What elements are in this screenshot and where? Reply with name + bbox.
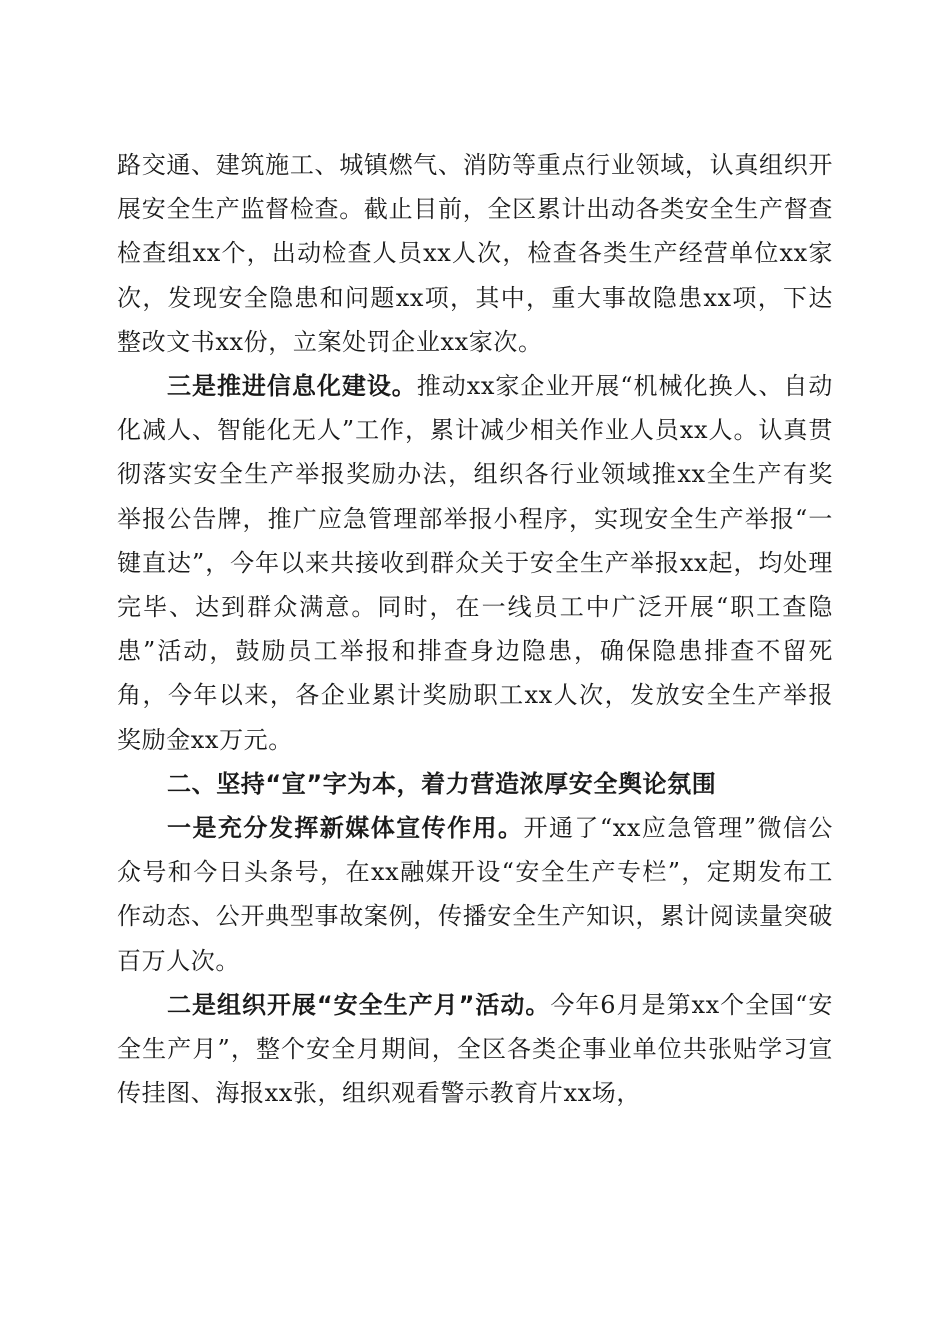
continued-paragraph: [117, 143, 833, 364]
continued-paragraph-text: 路交通、建筑施工、城镇燃气、消防等重点行业领域，认真组织开展安全生产监督检查。截止目前，全区累计出动各类安全生产督查检查组xx个，出动检查人员xx人次，检查各类生产经营单位xx家次，发现安全隐患和问题xx项，其中，重大事故隐患xx项，下达整改文书xx份，立案处罚企业xx家次。: [117, 151, 833, 356]
paragraph-body: 开通了“xx应急管理”微信公众号和今日头条号，在xx融媒开设“安全生产专栏”，定期发布工作动态、公开典型事故案例，传播安全生产知识，累计阅读量突破百万人次。: [117, 814, 833, 975]
document-body: [117, 143, 833, 1115]
paragraph-safety-month: [117, 983, 833, 1116]
paragraph-new-media: [117, 806, 833, 983]
paragraph-body: 今年6月是第xx个全国“安全生产月”，整个安全月期间，全区各类企事业单位共张贴学习宣传挂图、海报xx张，组织观看警示教育片xx场，: [117, 990, 833, 1108]
paragraph-lead: 一是充分发挥新媒体宣传作用。: [167, 814, 524, 843]
paragraph-lead: 二是组织开展“安全生产月”活动。: [167, 990, 551, 1019]
section-heading: 二、坚持“宣”字为本，着力营造浓厚安全舆论氛围: [167, 769, 717, 798]
paragraph-body: 推动xx家企业开展“机械化换人、自动化减人、智能化无人”工作，累计减少相关作业人员xx人。认真贯彻落实安全生产举报奖励办法，组织各行业领域推xx全生产有奖举报公告牌，推广应急管理部举报小程序，实现安全生产举报“一键直达”，今年以来共接收到群众关于安全生产举报xx起，均处理完毕、达到群众满意。同时，在一线员工中广泛开展“职工查隐患”活动，鼓励员工举报和排查身边隐患，确保隐患排查不留死角，今年以来，各企业累计奖励职工xx人次，发放安全生产举报奖励金xx万元。: [117, 372, 834, 754]
paragraph-lead: 三是推进信息化建设。: [167, 372, 417, 401]
paragraph-informatization: [117, 364, 833, 762]
